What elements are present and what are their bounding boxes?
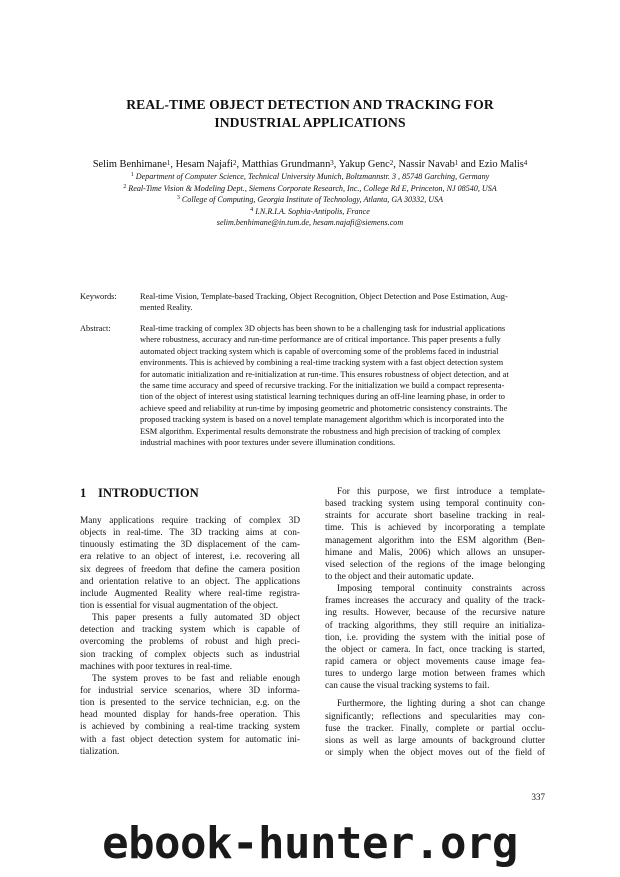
text-line: six degrees of freedom that define the camera position [80, 564, 300, 575]
text-line: Imposing temporal continuity constraints across [337, 584, 545, 595]
author-separator: , [236, 159, 242, 170]
text-line: straints for accurate short baseline tracking in real- [325, 511, 545, 522]
author-separator: , [170, 159, 176, 170]
text-line: time. This is achieved by incorporating a template [325, 523, 545, 534]
author-list [40, 158, 580, 171]
section-number: 1 [80, 486, 87, 500]
keywords-text [140, 291, 545, 314]
author [93, 159, 176, 170]
text-line: fuse the tracker. Finally, complete or partial occlu- [325, 723, 545, 734]
affiliation-mark: 4 [250, 206, 254, 213]
abstract-text [140, 323, 545, 448]
right-column-body [325, 486, 545, 759]
abstract-label: Abstract: [80, 324, 111, 333]
text-line: tialization. [80, 746, 120, 757]
text-line: rapid camera or object movements cause image fea- [325, 656, 545, 667]
author-name: Selim Benhimane [92, 159, 167, 170]
author-affiliation-mark: 3 [330, 159, 334, 167]
title-line: REAL-TIME OBJECT DETECTION AND TRACKING FOR [126, 97, 494, 112]
left-column-body [80, 515, 300, 758]
paragraph [325, 698, 545, 759]
text-line: himane and Malis, 2006) which allows an unsuper- [325, 547, 545, 558]
abstract-line: Real-time tracking of complex 3D objects has been shown to be a challenging task for industrial applications [140, 324, 506, 333]
text-line: and orientation relative to an object. The applications [80, 576, 300, 587]
text-line: tion, i.e. providing the system with the initial pose of [325, 632, 545, 643]
affiliation-mark: 2 [123, 183, 127, 190]
text-line: significantly; reflections and specularities may con- [325, 711, 545, 722]
author-affiliation-mark: 2 [389, 159, 394, 167]
abstract-line: environments. This is achieved by combining a real-time tracking system with a fast object detection system [140, 358, 504, 368]
abstract-line: industrial machines with poor textures under severe illumination conditions. [140, 438, 396, 448]
abstract-line: tion of the object of interest using statistical learning techniques during an off-line learning phase, in order to [140, 392, 505, 402]
section-title: INTRODUCTION [98, 486, 199, 500]
author-name: Ezio Malis [478, 159, 524, 170]
keywords-line: mented Reality. [140, 303, 193, 313]
page-number: 337 [531, 792, 545, 802]
author-affiliation-mark: 1 [454, 159, 459, 167]
author [399, 159, 479, 170]
text-line: head mounted display for hands-free operation. This [80, 710, 300, 721]
paragraph [80, 673, 300, 758]
text-line: ing results. However, because of the recursive nature [325, 608, 545, 619]
affiliation-mark: 1 [130, 172, 134, 178]
text-line: management algorithm into the ESM algorithm (Ben- [325, 535, 545, 546]
text-line: to the object and their automatic update. [325, 571, 474, 582]
text-line: tures to undergo large motion between frames which [325, 669, 545, 680]
paragraph [325, 583, 545, 692]
affiliation [40, 183, 580, 195]
author-separator: and [458, 159, 479, 170]
paragraph [325, 486, 545, 583]
abstract-line: the same time accuracy and speed of recursive tracking. For the initialization we build a compact representa- [140, 381, 505, 391]
keywords-label: Keywords: [80, 292, 117, 301]
text-line: tinuously estimating the 3D displacement of the cam- [80, 540, 300, 551]
text-line: The system proves to be fast and reliable enough [92, 673, 300, 684]
text-line: tion is presented to the service technician, e.g. on the [80, 698, 300, 709]
text-line: the object or camera. In fact, once tracking is started, [325, 644, 545, 655]
text-line: of tracking algorithms, they still require an initializa- [325, 620, 545, 631]
right-column [325, 486, 545, 759]
author [478, 159, 527, 170]
author-affiliation-mark: 1 [166, 159, 171, 167]
text-line: machines with poor textures in real-time. [80, 661, 233, 672]
text-line: or simply when the object moves out of the field of [325, 747, 545, 758]
text-line: Furthermore, the lighting during a shot can change [337, 699, 545, 710]
text-line: for industrial service scenarios, where 3D informa- [80, 685, 300, 696]
text-line: is achieved by combining a real-time tracking system [80, 722, 300, 733]
affiliation [40, 194, 580, 206]
text-line: sion tracking of complex objects such as industrial [80, 649, 300, 660]
paragraph [80, 612, 300, 673]
author [176, 159, 242, 170]
text-line: sions as well as large amounts of background clutter [325, 735, 545, 746]
abstract-line: for automatic initialization and re-initialization at run-time. This ensures robustness of object detection, and at [140, 369, 509, 379]
text-line: era relative to an object of interest, i.e. recovering all [80, 552, 300, 563]
affiliation-text: Department of Computer Science, Technical University Munich, Boltzmannstr. 3 , 85748 Garching, Germany [135, 172, 490, 181]
left-column [80, 486, 300, 758]
text-line: frames increases the accuracy and quality of the track- [325, 596, 545, 607]
paragraph [80, 515, 300, 612]
author-name: Hesam Najafi [175, 159, 233, 170]
text-line: tion is essential for visual augmentation of the object. [80, 600, 279, 611]
watermark-text: ebook-hunter.org [102, 818, 518, 869]
watermark [0, 818, 620, 877]
author [339, 159, 399, 170]
author-name: Nassir Navab [398, 159, 455, 170]
text-line: detection and tracking system which is capable of [80, 625, 300, 636]
text-line: Many applications require tracking of complex 3D [80, 516, 300, 526]
affiliation-text: College of Computing, Georgia Institute of Technology, Atlanta, GA 30332, USA [181, 195, 444, 204]
text-line: For this purpose, we first introduce a template- [337, 487, 545, 497]
keywords-line: Real-time Vision, Template-based Tracking, Object Recognition, Object Detection and Pose Estimation, Aug- [140, 292, 508, 301]
author [242, 159, 339, 170]
text-line: objects in real-time. The 3D tracking aims at con- [80, 528, 300, 539]
affiliation-mark: 3 [176, 195, 180, 201]
text-line: with a fast object detection system for automatic ini- [80, 734, 300, 745]
abstract-line: proposed tracking system is based on a novel template management algorithm which is incorporated into the [140, 415, 504, 425]
text-line: include Augmented Reality where real-time registra- [80, 588, 300, 599]
author-affiliation-mark: 2 [232, 159, 237, 167]
author-emails: selim.benhimane@in.tum.de, hesam.najafi@siemens.com [216, 218, 404, 227]
text-line: can cause the visual tracking systems to fail. [325, 681, 490, 692]
text-line: This paper presents a fully automated 3D object [92, 613, 300, 624]
affiliation [40, 206, 580, 218]
abstract-line: ESM algorithm. Experimental results demonstrate the robustness and high precision of tracking of complex [140, 426, 501, 436]
author-name: Yakup Genc [338, 159, 390, 170]
title-line: INDUSTRIAL APPLICATIONS [214, 115, 406, 130]
affiliation-list [40, 171, 580, 229]
abstract-line: where robustness, accuracy and run-time performance are of critical importance. This paper presents a fully [140, 335, 501, 345]
affiliation-text: Real-Time Vision & Modeling Dept., Siemens Corporate Research, Inc., College Rd E, Princeton, NJ 08540, USA [128, 183, 497, 193]
abstract-line: automated object tracking system which is capable of overcoming some of the problems faced in industrial [140, 346, 499, 356]
text-line: overcoming the problems of robust and high preci- [80, 637, 300, 648]
paper-title [60, 96, 560, 132]
text-line: vised selection of the regions of the image belonging [325, 559, 545, 570]
author-separator: , [393, 159, 399, 170]
affiliation-text: I.N.R.I.A. Sophia-Antipolis, France [255, 206, 370, 216]
author-separator: , [333, 159, 339, 170]
abstract-line: achieve speed and reliability at run-time by imposing geometric and photometric consistency constraints. The [140, 403, 508, 413]
text-line: based tracking system using temporal continuity con- [325, 499, 545, 510]
section-heading [80, 486, 300, 500]
affiliation [40, 171, 580, 183]
author-name: Matthias Grundmann [241, 159, 331, 170]
author-affiliation-mark: 4 [523, 159, 528, 167]
